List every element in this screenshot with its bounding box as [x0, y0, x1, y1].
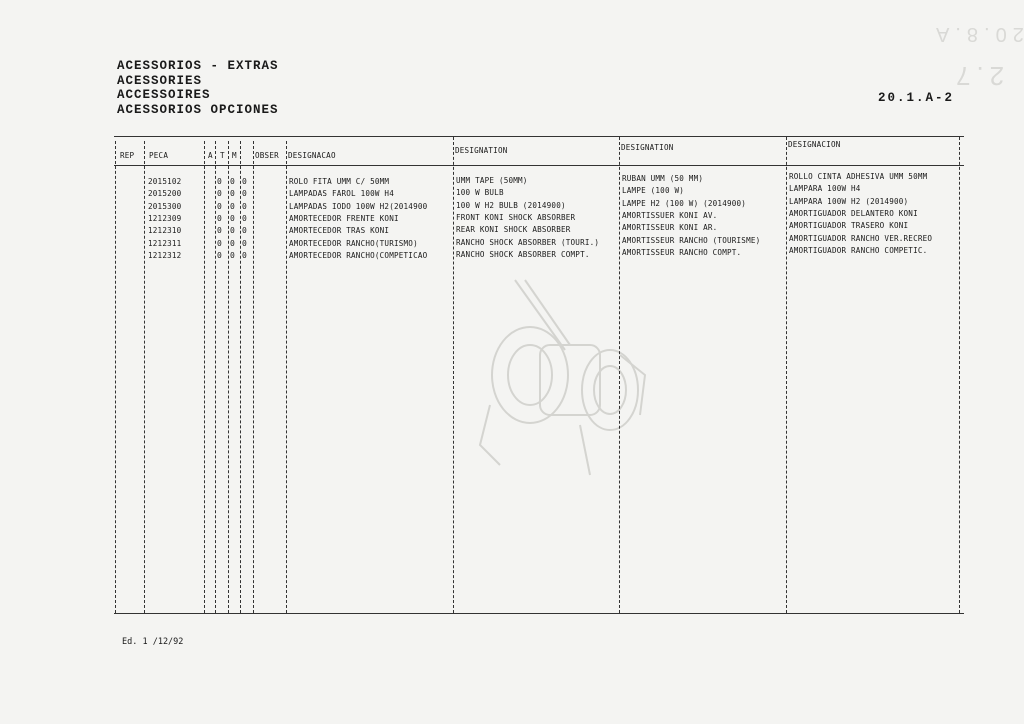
- row-6-designation-fr: AMORTISSEUR RANCHO (TOURISME): [622, 235, 761, 245]
- row-1-qty-t: 0: [230, 177, 235, 186]
- row-3-qty-a: 0: [217, 201, 222, 211]
- title-line-en: ACESSORIES: [117, 73, 203, 88]
- col-divider-left: [115, 141, 116, 613]
- row-1-qty-a: 0: [217, 177, 222, 186]
- table-top-rule: [114, 136, 964, 137]
- row-7-qty-a: 0: [217, 250, 222, 260]
- header-t: T: [220, 151, 225, 160]
- row-3-designation-fr: LAMPE H2 (100 W) (2014900): [622, 198, 747, 208]
- header-obser: OBSER: [255, 151, 279, 160]
- col-divider-pt: [286, 141, 287, 613]
- col-divider-rep: [144, 141, 145, 613]
- row-3-part-number: 2015300: [148, 201, 182, 211]
- col-divider-es: [786, 137, 787, 613]
- row-7-designation-fr: AMORTISSEUR RANCHO COMPT.: [622, 247, 742, 257]
- row-7-designation-pt: AMORTECEDOR RANCHO(COMPETICAO: [289, 250, 428, 260]
- row-3-designation-pt: LAMPADAS IODO 100W H2(2014900: [289, 201, 428, 211]
- col-divider-peca: [204, 141, 205, 613]
- row-2-designation-fr: LAMPE (100 W): [622, 186, 685, 196]
- bleed-through-mark: 20.8.A: [930, 23, 1024, 45]
- row-4-part-number: 1212309: [148, 213, 182, 223]
- row-1-qty-m: 0: [242, 177, 247, 186]
- row-1-designation-en: UMM TAPE (50MM): [456, 176, 528, 185]
- row-5-part-number: 1212310: [148, 226, 182, 236]
- header-designation-fr: DESIGNATION: [621, 143, 674, 152]
- row-2-qty-a: 0: [217, 189, 222, 199]
- row-2-qty-m: 0: [242, 189, 247, 199]
- row-1-part-number: 2015102: [148, 177, 182, 186]
- row-3-designation-en: 100 W H2 BULB (2014900): [456, 200, 566, 210]
- row-6-designation-en: RANCHO SHOCK ABSORBER (TOURI.): [456, 237, 600, 247]
- row-2-qty-t: 0: [230, 189, 235, 199]
- row-4-designation-pt: AMORTECEDOR FRENTE KONI: [289, 213, 399, 223]
- edition-date: Ed. 1 /12/92: [122, 637, 184, 647]
- row-4-qty-t: 0: [230, 213, 235, 223]
- row-7-qty-t: 0: [230, 250, 235, 260]
- page-reference: 20.1.A-2: [878, 91, 955, 105]
- row-2-part-number: 2015200: [148, 189, 182, 199]
- row-7-designation-en: RANCHO SHOCK ABSORBER COMPT.: [456, 249, 590, 259]
- table-header-rule: [114, 165, 964, 166]
- row-5-designation-es: AMORTIGUADOR TRASERO KONI: [789, 221, 909, 231]
- row-4-qty-m: 0: [242, 213, 247, 223]
- row-5-qty-t: 0: [230, 226, 235, 236]
- row-7-part-number: 1212312: [148, 250, 182, 260]
- row-5-designation-pt: AMORTECEDOR TRAS KONI: [289, 226, 390, 236]
- row-3-qty-t: 0: [230, 201, 235, 211]
- header-peca: PECA: [149, 151, 169, 160]
- col-divider-fr: [619, 137, 620, 613]
- row-4-qty-a: 0: [217, 213, 222, 223]
- row-4-designation-es: AMORTIGUADOR DELANTERO KONI: [789, 208, 918, 218]
- row-7-designation-es: AMORTIGUADOR RANCHO COMPETIC.: [789, 245, 928, 255]
- title-line-fr: ACCESSOIRES: [117, 88, 211, 102]
- row-2-designation-es: LAMPARA 100W H4: [789, 184, 861, 194]
- bleed-through-mark-2: 2.7: [950, 61, 1005, 91]
- col-divider-en: [453, 137, 454, 613]
- header-designacion: DESIGNACION: [788, 140, 841, 149]
- row-7-qty-m: 0: [242, 250, 247, 260]
- row-1-designation-fr: RUBAN UMM (50 MM): [622, 174, 704, 183]
- title-line-es: ACESSORIOS OPCIONES: [117, 102, 279, 117]
- col-divider-m: [240, 141, 241, 613]
- header-a: A: [208, 151, 213, 160]
- row-5-qty-a: 0: [217, 226, 222, 236]
- col-divider-t: [228, 141, 229, 613]
- row-4-designation-fr: AMORTISSUER KONI AV.: [622, 210, 718, 220]
- row-6-part-number: 1212311: [148, 238, 182, 248]
- row-6-qty-a: 0: [217, 238, 222, 248]
- row-6-designation-es: AMORTIGUADOR RANCHO VER.RECREO: [789, 233, 933, 243]
- col-divider-right: [959, 137, 960, 613]
- row-6-qty-t: 0: [230, 238, 235, 248]
- header-designation-en: DESIGNATION: [455, 146, 508, 155]
- row-2-designation-en: 100 W BULB: [456, 188, 504, 198]
- row-2-designation-pt: LAMPADAS FAROL 100W H4: [289, 189, 394, 199]
- row-3-designation-es: LAMPARA 100W H2 (2014900): [789, 196, 909, 206]
- header-m: M: [232, 151, 237, 160]
- document-title-block: [117, 59, 279, 117]
- col-divider-a: [215, 141, 216, 613]
- header-rep: REP: [120, 151, 135, 160]
- row-6-qty-m: 0: [242, 238, 247, 248]
- table-bottom-rule: [114, 613, 964, 614]
- parts-table: [114, 127, 964, 615]
- col-divider-obser: [253, 141, 254, 613]
- row-5-qty-m: 0: [242, 226, 247, 236]
- row-3-qty-m: 0: [242, 201, 247, 211]
- title-line-pt: ACESSORIOS - EXTRAS: [117, 59, 279, 73]
- row-6-designation-pt: AMORTECEDOR RANCHO(TURISMO): [289, 238, 418, 248]
- row-1-designation-pt: ROLO FITA UMM C/ 50MM: [289, 177, 390, 186]
- row-5-designation-fr: AMORTISSEUR KONI AR.: [622, 223, 718, 233]
- row-4-designation-en: FRONT KONI SHOCK ABSORBER: [456, 212, 576, 222]
- row-1-designation-es: ROLLO CINTA ADHESIVA UMM 50MM: [789, 172, 928, 181]
- header-designacao: DESIGNACAO: [288, 151, 336, 160]
- row-5-designation-en: REAR KONI SHOCK ABSORBER: [456, 225, 571, 235]
